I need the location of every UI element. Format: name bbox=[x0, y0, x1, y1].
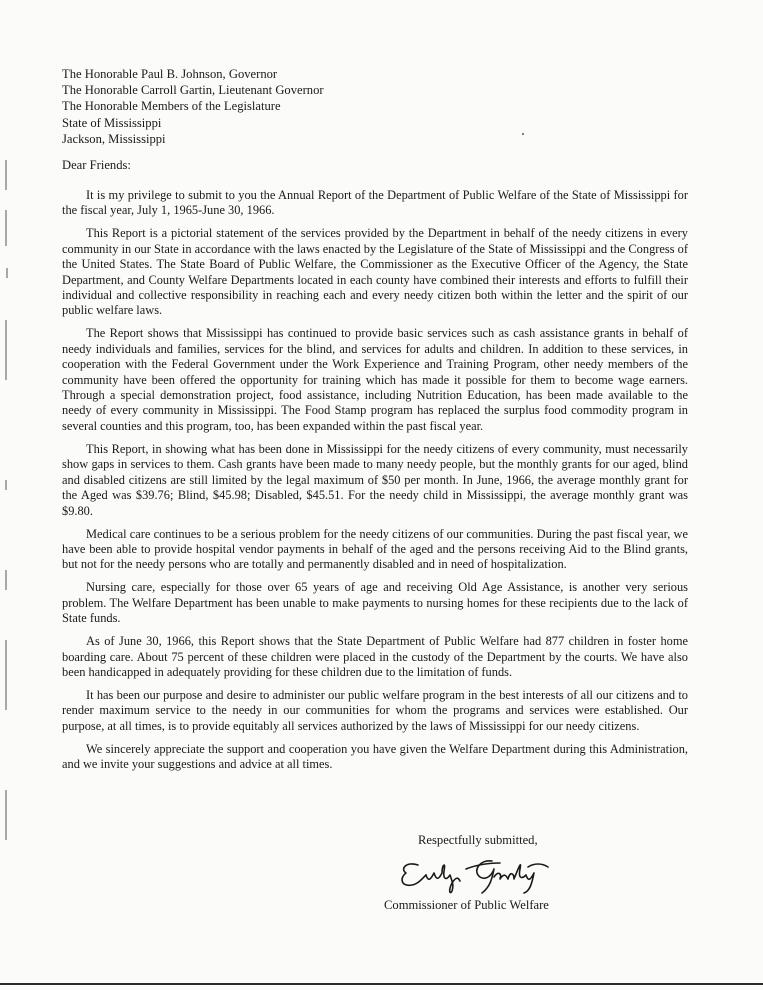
paragraph: The Report shows that Mississippi has continued to provide basic services such as cash assistance grants in behalf of needy individuals and families, services for the blind, and services for adults and children. In addition to these services, in cooperation with the Federal Government under the Work Experience and Training Program, other needy members of the community have been offered the opportunity for training which has made it possible for them to become wage earners. Through a special demonstration project, food assistance, including Nutrition Education, has been made available to the needy of every community in Mississippi. The Food Stamp program has replaced the surplus food commodity program in several counties and this program, too, has been expanded within the past fiscal year. bbox=[62, 326, 688, 433]
addressee-line: State of Mississippi bbox=[62, 115, 162, 130]
paragraph: This Report, in showing what has been done in Mississippi for the needy citizens of every community, must necessarily show gaps in services to them. Cash grants have been made to many needy people, but the monthly grants for our aged, blind and disabled citizens are still limited by the legal maximum of $50 per month. In June, 1966, the average monthly grant for the Aged was $39.76; Blind, $45.98; Disabled, $45.51. For the needy child in Mississippi, the average monthly grant was $9.80. bbox=[62, 441, 688, 518]
paragraph: Nursing care, especially for those over 65 years of age and receiving Old Age Assistance, is another very serious problem. The Welfare Department has been unable to make payments to nursing homes for these recipients due to the lack of State funds. bbox=[62, 580, 688, 626]
scan-speck bbox=[522, 133, 524, 135]
paragraph: It has been our purpose and desire to administer our public welfare program in the best interests of all our citizens and to render maximum service to the needy in our communities for whom the programs and services were established. Our purpose, at all times, is to provide equitably all services authorized by the laws of Mississippi for our needy citizens. bbox=[62, 687, 688, 733]
addressee-line: The Honorable Carroll Gartin, Lieutenant Governor bbox=[62, 83, 324, 98]
addressee-block bbox=[62, 66, 324, 147]
paragraph: Medical care continues to be a serious problem for the needy citizens of our communities. During the past fiscal year, we have been able to provide hospital vendor payments in behalf of the aged and the persons receiving Aid to the Blind grants, but not for the needy persons who are totally and permanently disabled and in need of hospitalization. bbox=[62, 526, 688, 572]
letter-body bbox=[62, 188, 688, 780]
salutation: Dear Friends: bbox=[62, 158, 131, 172]
signer-title: Commissioner of Public Welfare bbox=[384, 898, 549, 912]
binding-edge-marks bbox=[0, 150, 12, 850]
addressee-line: The Honorable Members of the Legislature bbox=[62, 99, 281, 114]
bottom-page-edge bbox=[0, 983, 763, 985]
addressee-line: The Honorable Paul B. Johnson, Governor bbox=[62, 67, 278, 81]
paragraph: This Report is a pictorial statement of the services provided by the Department in behalf of the needy citizens in every community in our State in accordance with the laws enacted by the Legislature of the State of Mississippi and the Congress of the United States. The State Board of Public Welfare, the Commissioner as the Executive Officer of the Agency, the State Department, and County Welfare Departments located in each county have combined their interests and efforts to fulfill their individual and collective responsibility in reaching each and every needy citizen both within the letter and the spirit of our public welfare laws. bbox=[62, 226, 688, 318]
closing: Respectfully submitted, bbox=[418, 833, 538, 847]
addressee-line: Jackson, Mississippi bbox=[62, 131, 166, 146]
signature-image bbox=[396, 855, 552, 895]
paragraph: We sincerely appreciate the support and cooperation you have given the Welfare Department during this Administration, and we invite your suggestions and advice at all times. bbox=[62, 741, 688, 772]
paragraph: It is my privilege to submit to you the Annual Report of the Department of Public Welfare of the State of Mississippi for the fiscal year, July 1, 1965-June 30, 1966. bbox=[62, 188, 688, 218]
paragraph: As of June 30, 1966, this Report shows that the State Department of Public Welfare had 877 children in foster home boarding care. About 75 percent of these children were placed in the custody of the Department by the courts. We have also been handicapped in adequately providing for these children due to the limitation of funds. bbox=[62, 634, 688, 679]
